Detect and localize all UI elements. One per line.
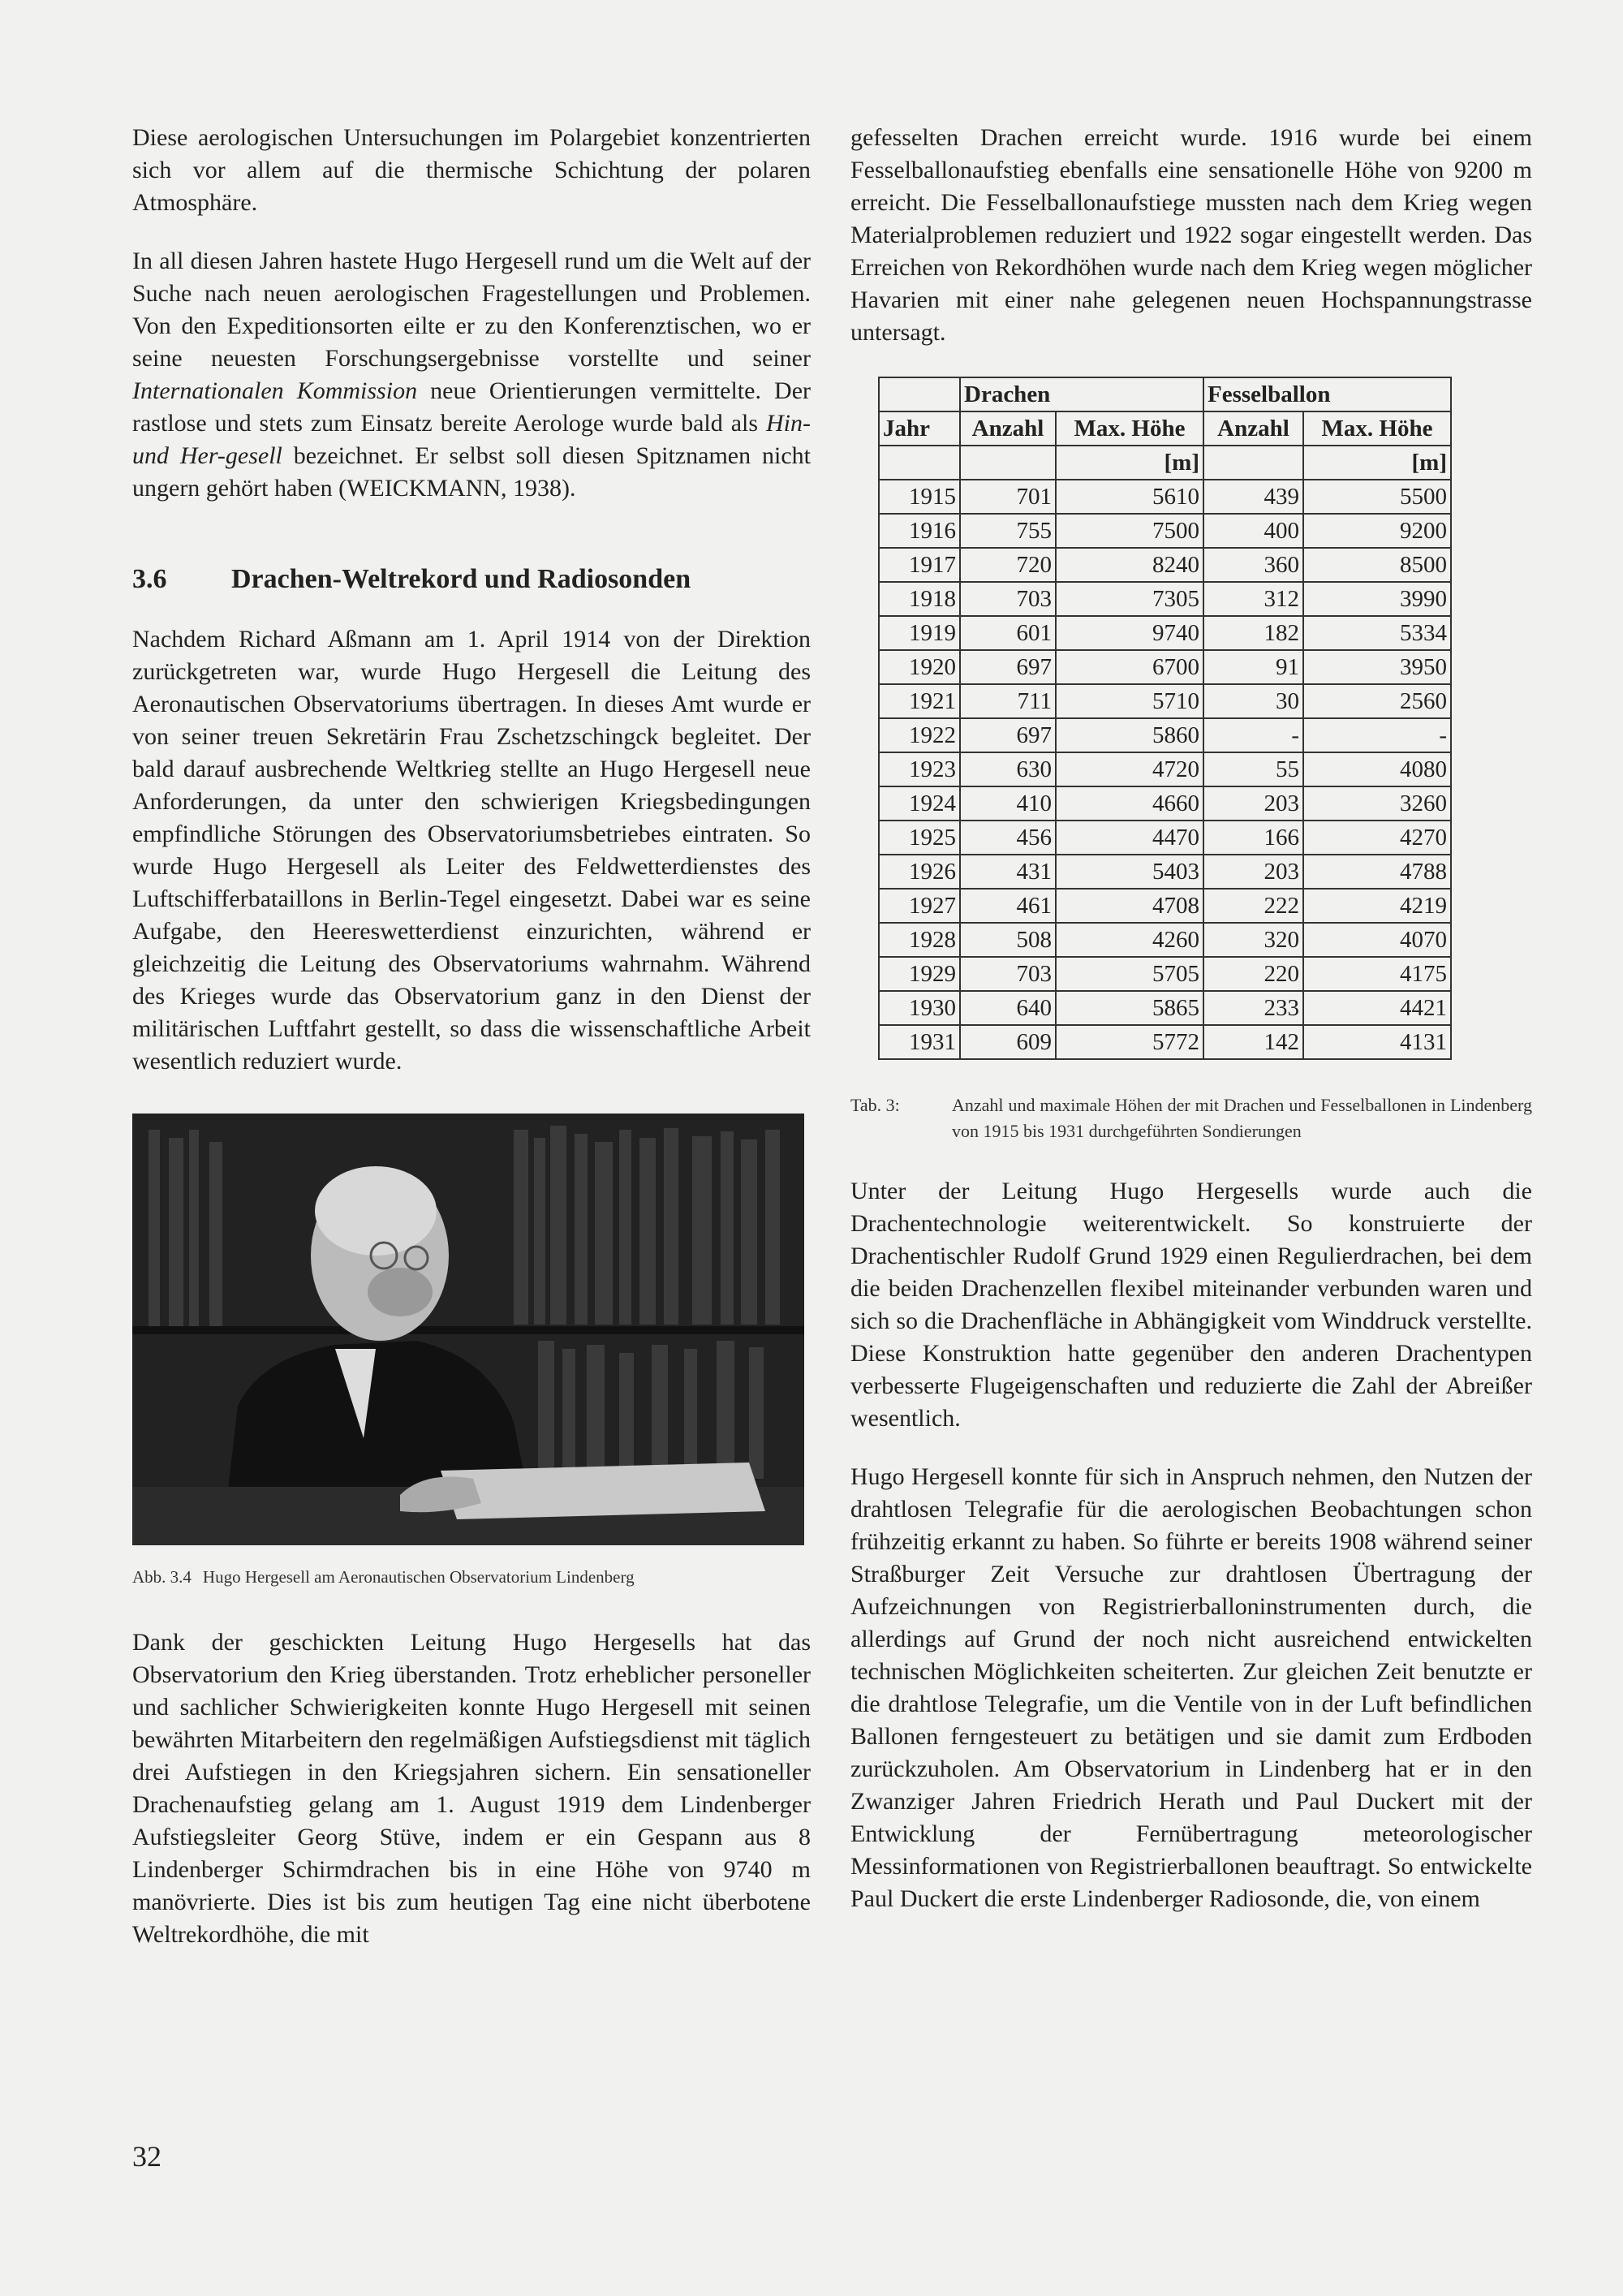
- cell-value: 182: [1203, 616, 1303, 650]
- cell-year: 1916: [879, 514, 960, 548]
- cell-value: 91: [1203, 650, 1303, 684]
- figure-caption: Abb. 3.4 Hugo Hergesell am Aeronautischen Observatorium Lindenberg: [132, 1567, 635, 1587]
- paragraph-telegraphy: Hugo Hergesell konnte für sich in Anspruch nehmen, den Nutzen der drahtlosen Telegrafie für die aerologischen Beobachtungen schon frühzeitig erkannt zu haben. So führte er bereits 1908 während seiner Straßburger Zeit Versuche zur drahtlosen Übertragung der Aufzeichnungen von Registrierballoninstrumenten durch, die allerdings auf Grund der noch nicht ausreichend entwickelten technischen Möglichkeiten scheiterten. Zur gleichen Zeit benutzte er die drahtlose Telegrafie, um die Ventile von in der Luft befindlichen Ballonen ferngesteuert zu betätigen und sie damit zum Erdboden zurückzuholen. Am Observatorium in Lindenberg hat er in den Zwanziger Jahren Friedrich Herath und Paul Duckert mit der Entwicklung der Fernübertragung meteorologischer Messinformationen von Registrierballonen beauftragt. So entwickelte Paul Duckert die erste Lindenberger Radiosonde, die, von einem: [850, 1463, 1532, 1912]
- cell-year: 1924: [879, 786, 960, 821]
- cell-value: 697: [960, 718, 1056, 752]
- table-row: [879, 718, 1451, 752]
- cell-value: 4219: [1303, 889, 1451, 923]
- paragraph-records: gefesselten Drachen erreicht wurde. 1916 wurde bei einem Fesselballonaufstieg ebenfalls eine sensationelle Höhe von 9200 m erreicht. Die Fesselballonaufstiege mussten nach dem Krieg wegen Materialproblemen reduziert und 1922 sogar eingestellt werden. Das Erreichen von Rekordhöhen wurde nach dem Krieg wegen möglicher Havarien mit einer nahe gelegenen neuen Hochspannungstrasse untersagt.: [850, 124, 1532, 346]
- cell-value: 4708: [1056, 889, 1203, 923]
- cell-value: 233: [1203, 991, 1303, 1025]
- cell-value: 703: [960, 957, 1056, 991]
- cell-value: 8240: [1056, 548, 1203, 582]
- cell-year: 1931: [879, 1025, 960, 1059]
- cell-value: 166: [1203, 821, 1303, 855]
- paragraph-kite-technology: Unter der Leitung Hugo Hergesells wurde auch die Drachentechnologie weiterentwickelt. So konstruierte der Drachentischler Rudolf Grund 1929 einen Regulierdrachen, bei dem die beiden Drachenzellen flexibel miteinander verbunden waren und sich so die Drachenfläche in Abhängigkeit vom Winddruck verstellte. Diese Konstruktion hatte gegenüber den anderen Drachentypen verbesserte Flugeigenschaften und reduzierte die Zahl der Abreißer wesentlich.: [850, 1178, 1532, 1432]
- cell-value: 5860: [1056, 718, 1203, 752]
- table-row: [879, 855, 1451, 889]
- table-row: [879, 786, 1451, 821]
- cell-value: 720: [960, 548, 1056, 582]
- table-row: [879, 514, 1451, 548]
- left-column: [132, 122, 811, 1951]
- cell-value: 5772: [1056, 1025, 1203, 1059]
- cell-value: 400: [1203, 514, 1303, 548]
- cell-value: 3990: [1303, 582, 1451, 616]
- cell-value: 5403: [1056, 855, 1203, 889]
- paragraph-direction: Nachdem Richard Aßmann am 1. April 1914 von der Direktion zurückgetreten war, wurde Hugo Hergesell die Leitung des Aeronautischen Observatoriums übertragen. In dieses Amt wurde er von seiner treuen Sekretärin Frau Zschetzschingck begleitet. Der bald darauf ausbrechende Weltkrieg stellte an Hugo Hergesell neue Anforderungen, da unter den schwierigen Kriegsbedingungen empfindliche Störungen des Observatoriumsbetriebes eintraten. So wurde Hugo Hergesell als Leiter des Feldwetterdienstes des Luftschifferbataillons in Berlin-Tegel eingesetzt. Dabei war es seine Aufgabe, den Heereswetterdienst einzurichten, während er gleichzeitig die Leitung des Observatoriums wahrnahm. Während des Krieges wurde das Observatorium ganz in den Dienst der militärischen Luftfahrt gestellt, so dass die wissenschaftliche Arbeit wesentlich reduziert wurde.: [132, 626, 811, 1075]
- cell-value: 609: [960, 1025, 1056, 1059]
- cell-year: 1915: [879, 480, 960, 514]
- cell-value: 320: [1203, 923, 1303, 957]
- table-row: [879, 582, 1451, 616]
- header-count-balloons: Anzahl: [1203, 411, 1303, 446]
- cell-year: 1921: [879, 684, 960, 718]
- cell-value: 410: [960, 786, 1056, 821]
- cell-year: 1925: [879, 821, 960, 855]
- table-row: [879, 1025, 1451, 1059]
- cell-value: 4175: [1303, 957, 1451, 991]
- cell-year: 1919: [879, 616, 960, 650]
- cell-value: 5865: [1056, 991, 1203, 1025]
- table-body: [879, 480, 1451, 1059]
- header-height-balloons: Max. Höhe: [1303, 411, 1451, 446]
- header-fesselballon: Fesselballon: [1203, 377, 1451, 411]
- page-number: 32: [132, 2140, 161, 2173]
- cell-value: 5610: [1056, 480, 1203, 514]
- cell-value: 5710: [1056, 684, 1203, 718]
- cell-value: 8500: [1303, 548, 1451, 582]
- cell-value: 755: [960, 514, 1056, 548]
- table-row: [879, 923, 1451, 957]
- cell-value: 601: [960, 616, 1056, 650]
- cell-year: 1918: [879, 582, 960, 616]
- cell-value: 222: [1203, 889, 1303, 923]
- cell-value: 9740: [1056, 616, 1203, 650]
- table-row: [879, 991, 1451, 1025]
- cell-value: 431: [960, 855, 1056, 889]
- paragraph-polar: Diese aerologischen Untersuchungen im Polargebiet konzentrierten sich vor allem auf die thermische Schichtung der polaren Atmosphäre.: [132, 124, 811, 216]
- cell-value: 4260: [1056, 923, 1203, 957]
- cell-value: 703: [960, 582, 1056, 616]
- cell-value: 4720: [1056, 752, 1203, 786]
- cell-value: 312: [1203, 582, 1303, 616]
- header-count-kites: Anzahl: [960, 411, 1056, 446]
- cell-value: 630: [960, 752, 1056, 786]
- cell-year: 1929: [879, 957, 960, 991]
- cell-value: 4470: [1056, 821, 1203, 855]
- cell-value: 3260: [1303, 786, 1451, 821]
- cell-value: 2560: [1303, 684, 1451, 718]
- unit-balloons: [m]: [1303, 446, 1451, 480]
- cell-value: 4421: [1303, 991, 1451, 1025]
- table-caption: Tab. 3: Anzahl und maximale Höhen der mit Drachen und Fesselballonen in Lindenberg von 1915 bis 1931 durchgeführten Sondierungen: [850, 1095, 1532, 1141]
- cell-year: 1927: [879, 889, 960, 923]
- cell-value: 220: [1203, 957, 1303, 991]
- cell-value: 203: [1203, 855, 1303, 889]
- cell-value: 4070: [1303, 923, 1451, 957]
- cell-value: 55: [1203, 752, 1303, 786]
- cell-value: 701: [960, 480, 1056, 514]
- cell-value: 142: [1203, 1025, 1303, 1059]
- table-row: [879, 548, 1451, 582]
- cell-value: 4788: [1303, 855, 1451, 889]
- cell-value: 4131: [1303, 1025, 1451, 1059]
- paragraph-hergesell-travel: In all diesen Jahren hastete Hugo Hergesell rund um die Welt auf der Suche nach neuen aerologischen Fragestellungen und Problemen. Von den Expeditionsorten eilte er zu den Konferenztischen, wo er seine neuesten Forschungsergebnisse vorstellte und seiner Internationalen Kommission neue Orientierungen vermittelte. Der rastlose und stets zum Einsatz bereite Aerologe wurde bald als Hin- und Her-gesell bezeichnet. Er selbst soll diesen Spitznamen nicht ungern gehört haben (WEICKMANN, 1938).: [132, 248, 811, 502]
- ascent-table: [878, 377, 1452, 1060]
- unit-kites: [m]: [1056, 446, 1203, 480]
- header-height-kites: Max. Höhe: [1056, 411, 1203, 446]
- cell-year: 1920: [879, 650, 960, 684]
- table-row: [879, 821, 1451, 855]
- cell-value: 456: [960, 821, 1056, 855]
- cell-value: 439: [1203, 480, 1303, 514]
- cell-value: 203: [1203, 786, 1303, 821]
- cell-year: 1928: [879, 923, 960, 957]
- cell-value: 461: [960, 889, 1056, 923]
- table-row: [879, 752, 1451, 786]
- cell-value: 5334: [1303, 616, 1451, 650]
- cell-year: 1922: [879, 718, 960, 752]
- figure-hergesell: [132, 1114, 811, 1589]
- cell-value: 30: [1203, 684, 1303, 718]
- section-heading: 3.6 Drachen-Weltrekord und Radiosonden: [132, 564, 691, 594]
- cell-value: 360: [1203, 548, 1303, 582]
- cell-value: 7305: [1056, 582, 1203, 616]
- table-row: [879, 616, 1451, 650]
- cell-value: 4080: [1303, 752, 1451, 786]
- header-drachen: Drachen: [960, 377, 1203, 411]
- cell-value: 4270: [1303, 821, 1451, 855]
- cell-value: -: [1303, 718, 1451, 752]
- cell-value: -: [1203, 718, 1303, 752]
- table-row: [879, 650, 1451, 684]
- table-row: [879, 480, 1451, 514]
- cell-year: 1930: [879, 991, 960, 1025]
- cell-value: 5705: [1056, 957, 1203, 991]
- cell-year: 1926: [879, 855, 960, 889]
- header-year: Jahr: [879, 411, 960, 446]
- cell-value: 697: [960, 650, 1056, 684]
- paragraph-war-years: Dank der geschickten Leitung Hugo Hergesells hat das Observatorium den Krieg überstanden. Trotz erheblicher personeller und sachlicher Schwierigkeiten konnte Hugo Hergesell mit seinen bewährten Mitarbeitern den regelmäßigen Aufstiegsdienst mit täglich drei Aufstiegen in den Kriegsjahren sichern. Ein sensationeller Drachenaufstieg gelang am 1. August 1919 dem Lindenberger Aufstiegsleiter Georg Stüve, indem er ein Gespann aus 8 Lindenberger Schirmdrachen bis in eine Höhe von 9740 m manövrierte. Dies ist bis zum heutigen Tag eine nicht überbotene Weltrekordhöhe, die mit: [132, 1629, 811, 1948]
- cell-value: 4660: [1056, 786, 1203, 821]
- right-column: [850, 122, 1532, 1915]
- cell-value: 6700: [1056, 650, 1203, 684]
- cell-value: 711: [960, 684, 1056, 718]
- table-row: [879, 889, 1451, 923]
- cell-value: 5500: [1303, 480, 1451, 514]
- cell-value: 640: [960, 991, 1056, 1025]
- cell-year: 1917: [879, 548, 960, 582]
- table-row: [879, 957, 1451, 991]
- cell-value: 7500: [1056, 514, 1203, 548]
- table-row: [879, 684, 1451, 718]
- cell-year: 1923: [879, 752, 960, 786]
- portrait-photo: [132, 1114, 804, 1545]
- cell-value: 3950: [1303, 650, 1451, 684]
- cell-value: 9200: [1303, 514, 1451, 548]
- cell-value: 508: [960, 923, 1056, 957]
